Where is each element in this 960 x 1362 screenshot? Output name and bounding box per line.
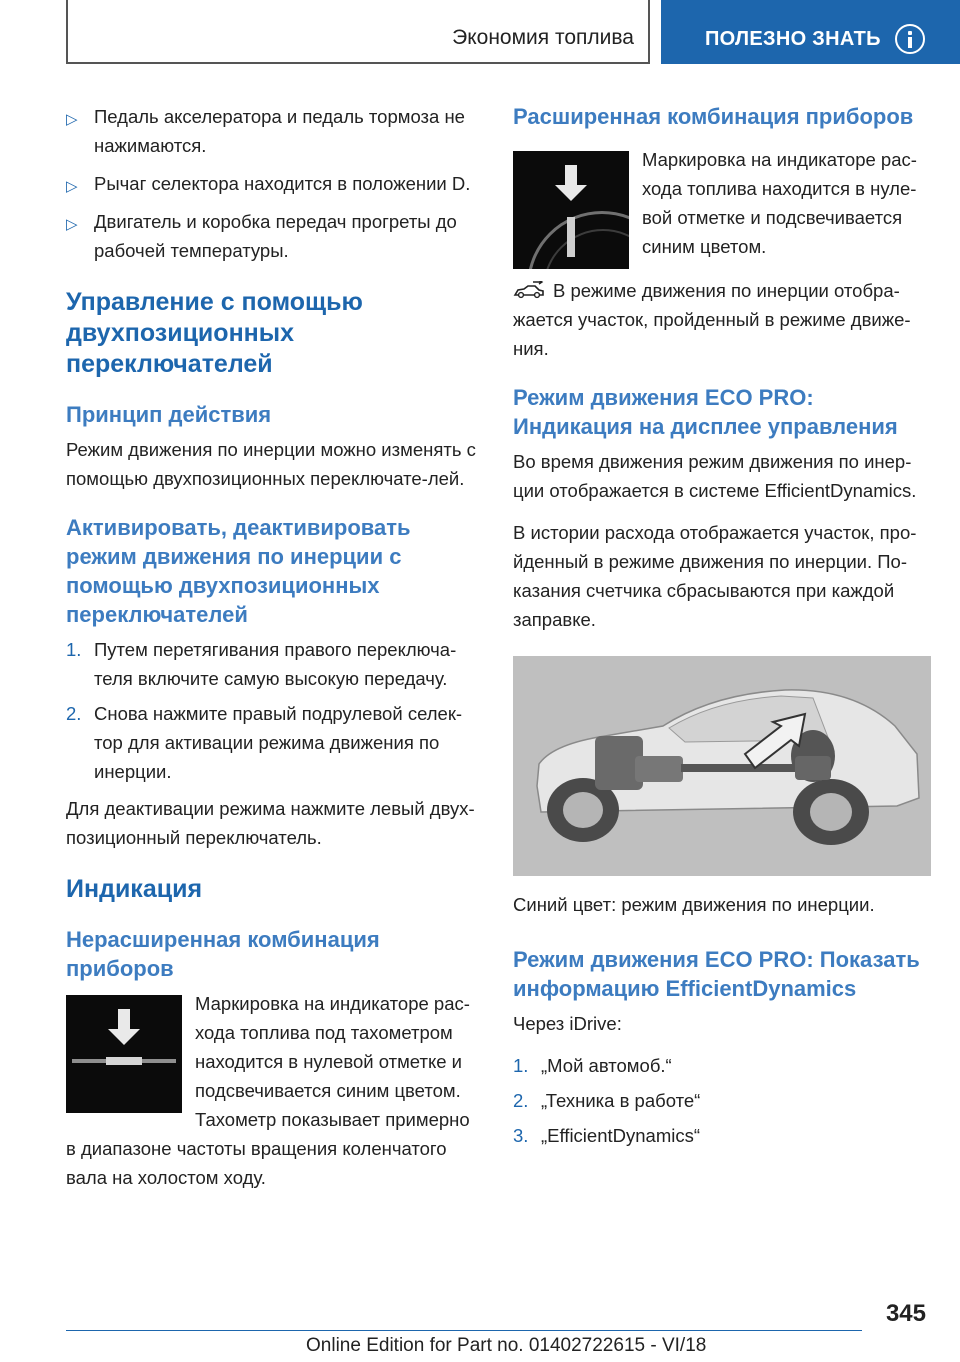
triangle-bullet-icon: ▷ — [66, 111, 78, 128]
image-caption: Синий цвет: режим движения по инерции. — [513, 894, 875, 915]
list-item: ▷ Рычаг селектора находится в положении D. — [66, 169, 480, 198]
section-heading-control: Управление с помощью двухпозиционных переключателей — [66, 288, 363, 378]
list-item: 3. „EfficientDynamics“ — [513, 1125, 701, 1146]
basic-cluster-image — [66, 995, 182, 1113]
paragraph-ext-cluster: Маркировка на индикаторе рас-хода топлива находится в нуле-вой отметке и подсвечивается синим цветом. — [642, 149, 917, 257]
list-item: ▷ Двигатель и коробка передач прогреты до рабочей температуры. — [66, 211, 457, 261]
car-drivetrain-illustration — [513, 656, 931, 876]
left-column — [66, 102, 480, 1205]
triangle-bullet-icon: ▷ — [66, 216, 78, 233]
footer-rule — [66, 1330, 862, 1331]
paragraph-deactivate: Для деактивации режима нажмите левый двух-позиционный переключатель. — [66, 798, 475, 848]
zero-mark — [106, 1057, 142, 1065]
list-item: 1. Путем перетягивания правого переключа-теля включите самую высокую передачу. — [66, 639, 457, 689]
footer-edition: Online Edition for Part no. 01402722615 - VI/18 — [306, 1335, 707, 1356]
list-item: 1. „Мой автомоб.“ — [513, 1055, 672, 1076]
paragraph-principle: Режим движения по инерции можно изменять с помощью двухпозиционных переключате-лей. — [66, 439, 476, 489]
paragraph-eco-1: Во время движения режим движения по инер-ции отображается в системе EfficientDynamics. — [513, 451, 917, 501]
paragraph-coast-icon: В режиме движения по инерции отобра-жается участок, пройденный в режиме движе-ния. — [513, 280, 911, 359]
paragraph-eco-2: В истории расхода отображается участок, про-йденный в режиме движения по инерции. По-казания счетчика сбрасываются при каждой заправке. — [513, 522, 917, 630]
right-column — [513, 102, 931, 1158]
subheading-ext-cluster: Расширенная комбинация приборов — [513, 104, 914, 129]
list-item: 2. Снова нажмите правый подрулевой селек-тор для активации режима движения по инерции. — [66, 703, 463, 782]
useful-info-tab-label: ПОЛЕЗНО ЗНАТЬ — [705, 28, 881, 50]
ext-cluster-block — [513, 145, 931, 274]
subheading-activate: Активировать, деактивировать режим движения по инерции с помощью двухпозиционных переключателей — [66, 515, 411, 627]
subheading-eco-info: Режим движения ECO PRO: Показать информацию EfficientDynamics — [513, 947, 920, 1001]
section-heading-display: Индикация — [66, 875, 203, 903]
paragraph-idrive: Через iDrive: — [513, 1013, 622, 1034]
paragraph-basic-cluster: Маркировка на индикаторе рас-хода топлива под тахометром находится в нулевой отметке и подсвечивается синим цветом. Тахометр показывает примерно в диапазоне частоты вращения коленчатого вала на холостом ходу. — [66, 993, 470, 1188]
down-arrow-icon — [555, 165, 587, 203]
activation-steps — [66, 635, 480, 786]
list-item: ▷ Педаль акселератора и педаль тормоза не нажимаются. — [66, 106, 465, 156]
triangle-bullet-icon: ▷ — [66, 178, 78, 195]
list-item: 2. „Техника в работе“ — [513, 1090, 701, 1111]
condition-list — [66, 102, 480, 265]
subheading-principle: Принцип действия — [66, 402, 272, 427]
car-drivetrain-image — [513, 656, 931, 876]
header-chapter-box — [66, 0, 650, 64]
down-arrow-icon — [108, 1009, 140, 1047]
subheading-basic-cluster: Нерасширенная комбинация приборов — [66, 927, 380, 981]
coasting-car-icon — [513, 281, 545, 299]
basic-cluster-block — [66, 989, 480, 1192]
gauge-marker — [567, 217, 575, 257]
subheading-eco-display: Режим движения ECO PRO: Индикация на дисплее управления — [513, 385, 898, 439]
menu-steps — [513, 1051, 931, 1150]
page-number: 345 — [885, 1300, 926, 1327]
useful-info-tab[interactable] — [661, 0, 960, 64]
info-icon — [895, 24, 925, 54]
chapter-title: Экономия топлива — [452, 26, 634, 49]
ext-cluster-image — [513, 151, 629, 269]
